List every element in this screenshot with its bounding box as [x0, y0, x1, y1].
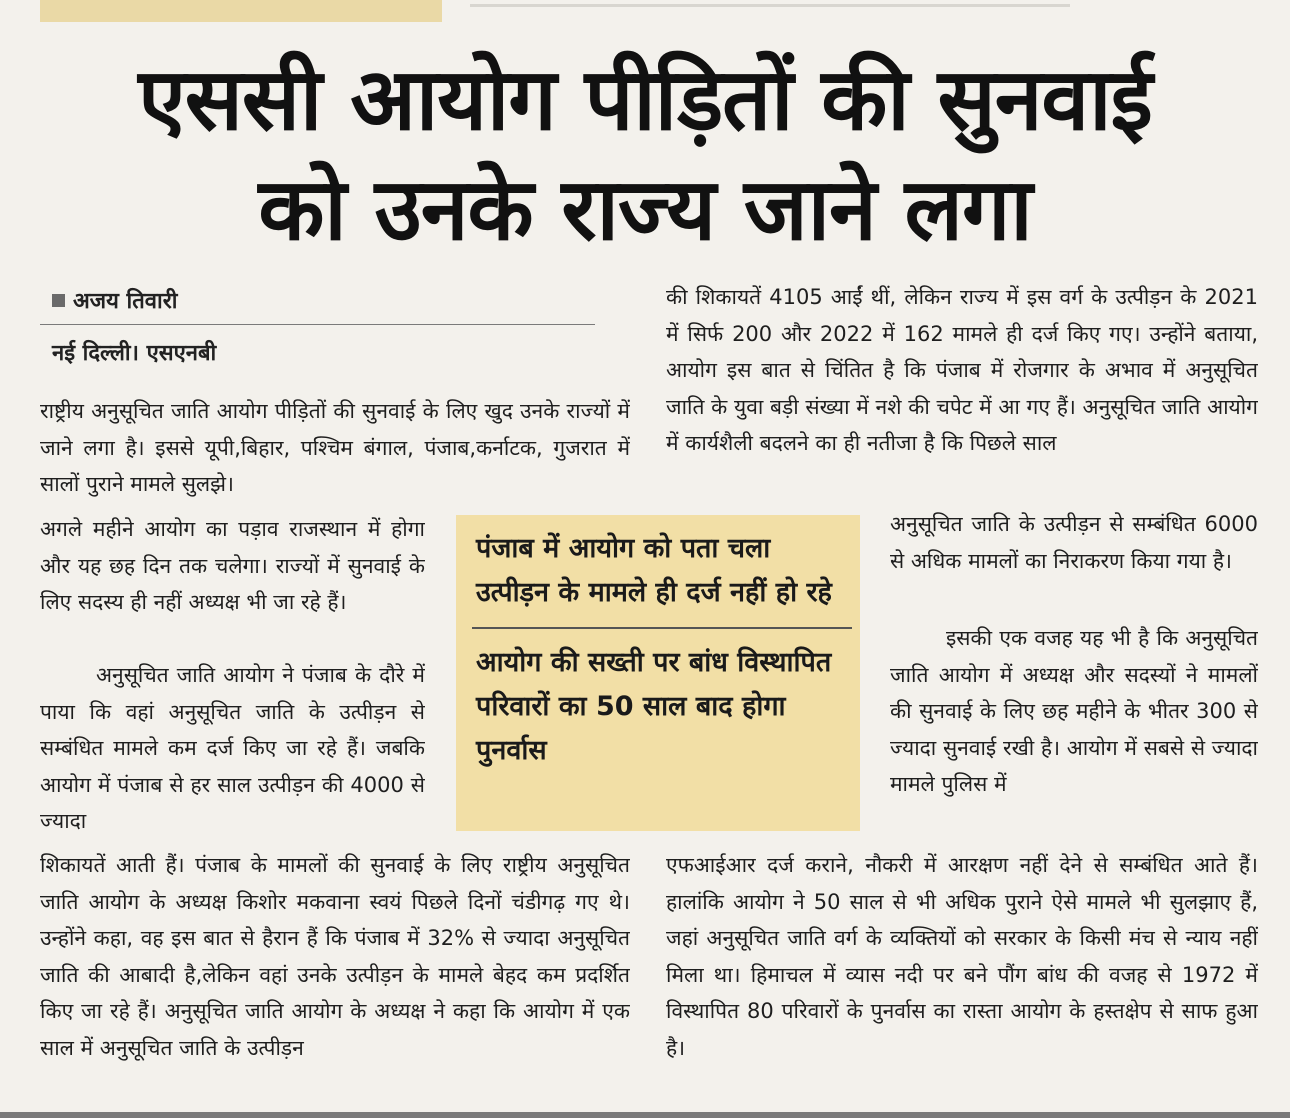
article-right-bottom: एफआईआर दर्ज कराने, नौकरी में आरक्षण नहीं देने से सम्बंधित आते हैं। हालांकि आयोग ने 50 साल से भी अधिक पुराने ऐसे मामले भी सुलझाए हैं, जहां अनुसूचित जाति वर्ग के व्यक्तियों को सरकार के किसी मंच से न्याय नहीं मिला था। हिमाचल में व्यास नदी पर बने पौंग बांध की वजह से 1972 में विस्थापित 80 परिवारों के पुनर्वास का रास्ता आयोग के हस्तक्षेप से साफ हुआ है।: [666, 853, 1258, 1060]
article-left-paragraph-1: अगले महीने आयोग का पड़ाव राजस्थान में होगा और यह छह दिन तक चलेगा। राज्यों में सुनवाई के लिए सदस्य ही नहीं अध्यक्ष भी जा रहे हैं।: [40, 517, 425, 614]
pull-quote-divider: [472, 627, 852, 629]
author-name: अजय तिवारी: [73, 289, 178, 314]
byline-author: [52, 288, 177, 316]
article-right-paragraph-2: इसकी एक वजह यह भी है कि अनुसूचित जाति आयोग में अध्यक्ष और सदस्यों ने मामलों की सुनवाई के लिए छह महीने के भीतर 300 से ज्यादा सुनवाई रखी है। आयोग में सबसे से ज्यादा मामले पुलिस में: [890, 626, 1258, 796]
dateline: नई दिल्ली। एसएनबी: [52, 341, 217, 366]
pull-quote-1: पंजाब में आयोग को पता चला उत्पीड़न के मामले ही दर्ज नहीं हो रहे: [476, 533, 832, 608]
pull-quote-box: [456, 515, 860, 831]
article-right-paragraph-1: अनुसूचित जाति के उत्पीड़न से सम्बंधित 6000 से अधिक मामलों का निराकरण किया गया है।: [890, 512, 1258, 573]
article-right-top: की शिकायतें 4105 आईं थीं, लेकिन राज्य में इस वर्ग के उत्पीड़न के 2021 में सिर्फ 200 और 2022 में 162 मामले ही दर्ज किए गए। उन्होंने बताया, आयोग इस बात से चिंतित है कि पंजाब में रोजगार के अभाव में अनुसूचित जाति के युवा बड़ी संख्या में नशे की चपेट में आ गए हैं। अनुसूचित जाति आयोग में कार्यशैली बदलने का ही नतीजा है कि पिछले साल: [666, 285, 1258, 455]
headline-line-2: को उनके राज्य जाने लगा: [258, 160, 1032, 260]
byline-square-icon: [52, 294, 65, 307]
bottom-border: [0, 1112, 1290, 1118]
pull-quote-2: आयोग की सख्ती पर बांध विस्थापित परिवारों का 50 साल बाद होगा पुनर्वास: [476, 647, 832, 766]
top-color-band: [40, 0, 442, 22]
top-rule: [470, 4, 1070, 7]
byline-divider: [40, 324, 595, 325]
headline-line-1: एससी आयोग पीड़ितों की सुनवाई: [138, 50, 1152, 150]
article-left-paragraph-2: अनुसूचित जाति आयोग ने पंजाब के दौरे में पाया कि वहां अनुसूचित जाति के उत्पीड़न से सम्बंधित मामले कम दर्ज किए जा रहे हैं। जबकि आयोग में पंजाब से हर साल उत्पीड़न की 4000 से ज्यादा: [40, 663, 425, 833]
article-intro: राष्ट्रीय अनुसूचित जाति आयोग पीड़ितों की सुनवाई के लिए खुद उनके राज्यों में जाने लगा है। इससे यूपी,बिहार, पश्चिम बंगाल, पंजाब,कर्नाटक, गुजरात में सालों पुराने मामले सुलझे।: [40, 399, 630, 496]
article-left-bottom: शिकायतें आती हैं। पंजाब के मामलों की सुनवाई के लिए राष्ट्रीय अनुसूचित जाति आयोग के अध्यक्ष किशोर मकवाना स्वयं पिछले दिनों चंडीगढ़ गए थे। उन्होंने कहा, वह इस बात से हैरान हैं कि पंजाब में 32% से ज्यादा अनुसूचित जाति की आबादी है,लेकिन वहां उनके उत्पीड़न के मामले बेहद कम प्रदर्शित किए जा रहे हैं। अनुसूचित जाति आयोग के अध्यक्ष ने कहा कि आयोग में एक साल में अनुसूचित जाति के उत्पीड़न: [40, 853, 630, 1060]
